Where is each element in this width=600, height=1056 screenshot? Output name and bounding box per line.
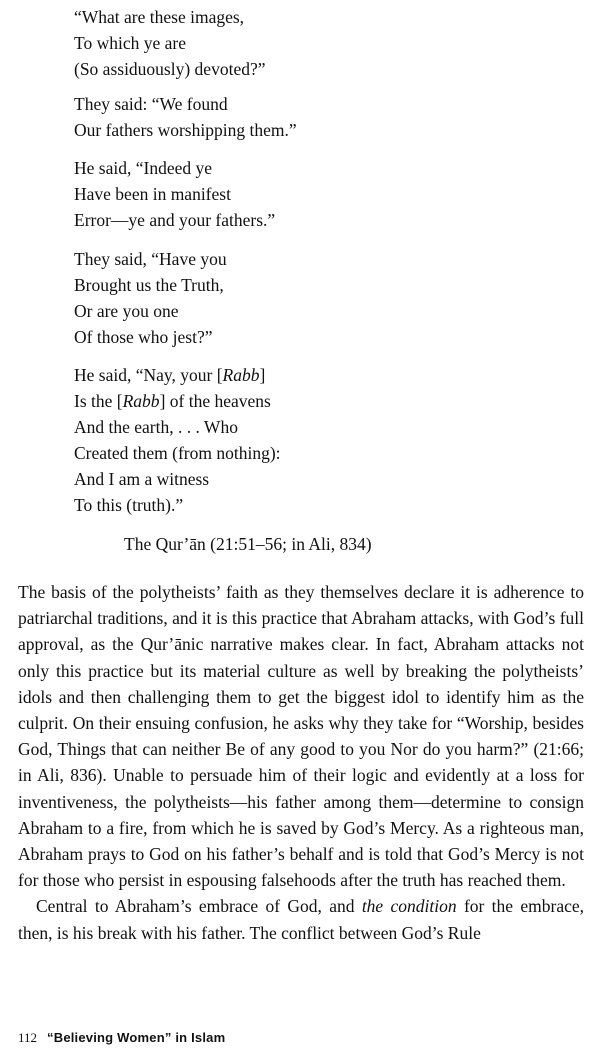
stanza-2 [74,91,297,143]
verse-line: Have been in manifest [74,184,231,204]
verse-line: Brought us the Truth, [74,275,224,295]
stanza-3 [74,155,275,233]
paragraph [18,893,584,945]
verse-line: And the earth, . . . Who [74,417,238,437]
verse-line: They said, “Have you [74,249,227,269]
page-footer [18,1030,225,1046]
paragraph: The basis of the polytheists’ faith as they themselves declare it is adherence to patriarchal traditions, and it is this practice that Abraham attacks, with God’s full approval, as the Qur’ānic narrative makes clear. In fact, Abraham attacks not only this practice but its material culture as well by breaking the polytheists’ idols and then challenging them to get the biggest idol to identify him as the culprit. On their ensuing confusion, he asks why they take for “Worship, besides God, Things that can neither Be of any good to you Nor do you harm?” (21:66; in Ali, 836). Unable to persuade him of their logic and evidently at a loss for inventiveness, the polytheists—his father among them—determine to consign Abraham to a fire, from which he is saved by God’s Mercy. As a righteous man, Abraham prays to God on his father’s behalf and is told that God’s Mercy is not for those who persist in espousing falsehoods after the truth has reached them. [18,582,584,891]
verse-line: Or are you one [74,301,179,321]
verse-line: “What are these images, [74,7,245,27]
verse-line: And I am a witness [74,469,210,489]
stanza-4 [74,246,227,350]
stanza-5 [74,362,281,518]
page-number: 112 [18,1030,38,1045]
verse-line [74,362,281,388]
verse-citation: The Qur’ān (21:51–56; in Ali, 834) [124,534,372,554]
verse-line: Our fathers worshipping them.” [74,120,297,140]
rabb-term: Rabb [122,391,160,411]
verse-line: Created them (from nothing): [74,443,281,463]
verse-line: Of those who jest?” [74,327,213,347]
verse-text: ] of the heavens [159,391,271,411]
verse-text: He said, “Nay, your [ [74,365,223,385]
paragraph-text: Central to Abraham’s embrace of God, and [36,896,362,917]
verse-text: Is the [ [74,391,123,411]
verse-text: ] [259,365,266,385]
stanza-1 [74,4,266,82]
verse-line: (So assiduously) devoted?” [74,59,266,79]
rabb-term: Rabb [222,365,260,385]
verse-line: To this (truth).” [74,495,184,515]
emphasis-text: the condition [361,896,457,917]
running-title: “Believing Women” in Islam [47,1030,226,1045]
verse-line: They said: “We found [74,94,228,114]
verse-line: He said, “Indeed ye [74,158,212,178]
paragraph-text: for the embrace, then, is his break with his father. The conflict between God’s Rule [18,896,585,943]
body-text [18,579,584,946]
verse-line [74,388,281,414]
verse-line: Error—ye and your fathers.” [74,210,276,230]
verse-line: To which ye are [74,33,186,53]
